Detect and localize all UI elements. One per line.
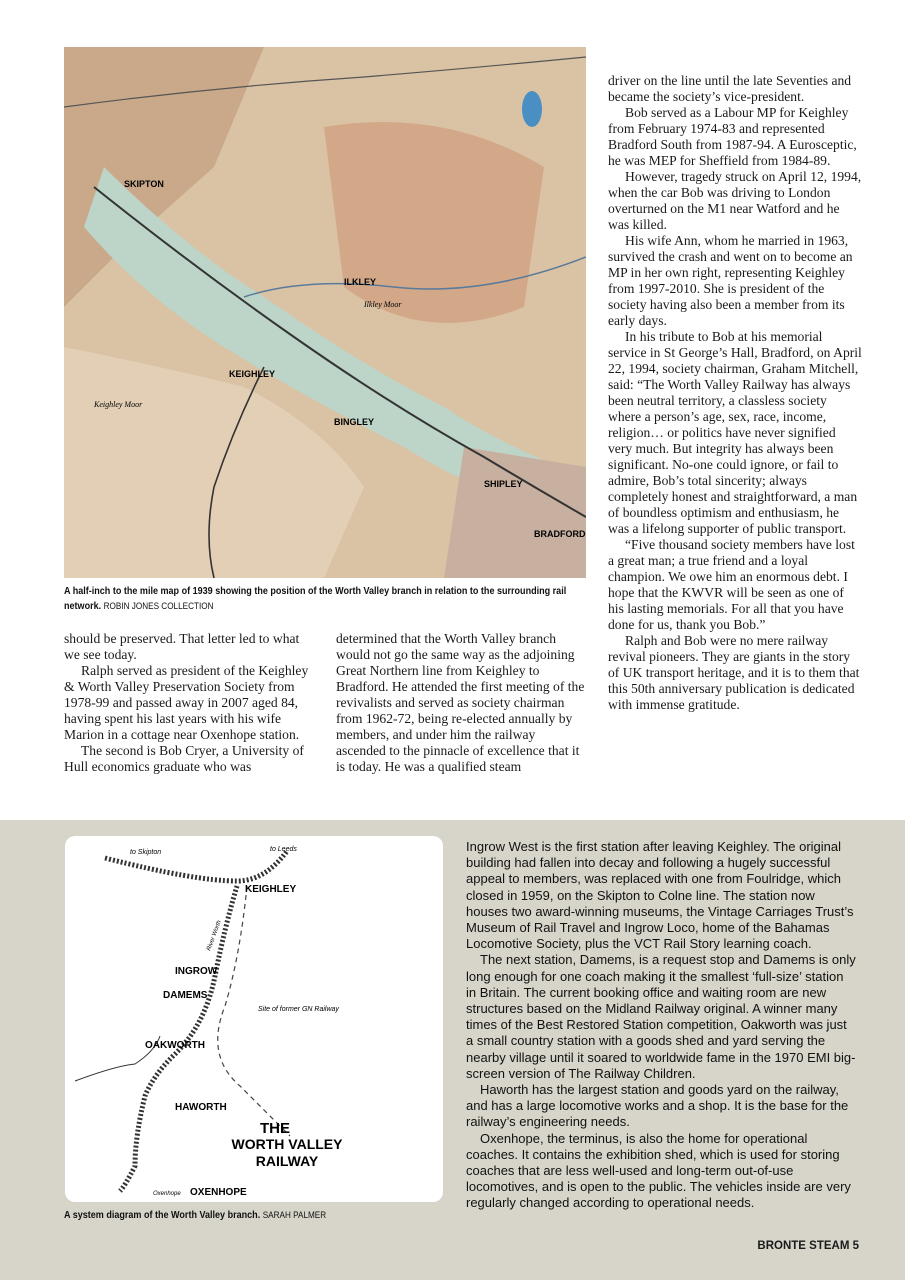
station-keighley: KEIGHLEY (245, 884, 297, 895)
historic-map-1939 (64, 47, 586, 578)
station-oakworth: OAKWORTH (145, 1040, 205, 1051)
paragraph: should be preserved. That letter led to what we see today. (64, 631, 300, 662)
paragraph: However, tragedy struck on April 12, 1994, when the car Bob was driving to London overturned on the M1 near Watford and he was killed. (608, 169, 862, 232)
station-oxenhope: OXENHOPE (190, 1187, 247, 1198)
paragraph: “Five thousand society members have lost a great man; a true friend and a loyal champion. We owe him an enormous debt. I hope that the KWVR will be seen as one of his lasting memorials. For all that you have done for us, thank you Bob.” (608, 537, 855, 632)
diagram-title: THE (260, 1120, 290, 1137)
map-caption-text: A half-inch to the mile map of 1939 showing the position of the Worth Valley branch in relation to the surrounding rail network. (64, 585, 567, 612)
diagram-illustration (65, 836, 443, 1202)
paragraph: determined that the Worth Valley branch would not go the same way as the adjoining Great Northern line from Keighley to Bradford. He attended the first meeting of the revivalists and served as society chairman from 1962-72, being re-elected annually by members, and under him the railway ascended to the pinnacle of excellence that it is today. He was a qualified steam (336, 631, 585, 774)
station-damems: DAMEMS (163, 990, 208, 1001)
map-label: KEIGHLEY (229, 369, 276, 379)
map-label: SKIPTON (124, 179, 164, 189)
paragraph: Haworth has the largest station and goods yard on the railway, and has a large locomotive works and a shop. It is the base for the railway’s engineering needs. (466, 1082, 849, 1130)
diagram-caption-text: A system diagram of the Worth Valley branch. (64, 1209, 261, 1221)
paragraph: driver on the line until the late Seventies and became the society’s vice-president. (608, 73, 852, 104)
station-ingrow: INGROW (175, 966, 218, 977)
oxenhope-small-label: Oxenhope (153, 1191, 181, 1197)
map-label: Keighley Moor (94, 400, 143, 409)
paragraph: Ralph served as president of the Keighley & Worth Valley Preservation Society from 1978-99 and passed away in 2007 aged 84, having spent his last years with his wife Marion in a cottage near Oxenhope station. (64, 663, 309, 742)
sidebar-text (466, 839, 856, 1212)
page-folio: BRONTE STEAM 5 (757, 1240, 859, 1252)
map-illustration (64, 47, 586, 578)
to-skipton-label: to Skipton (130, 849, 162, 856)
paragraph: The next station, Damems, is a request stop and Damems is only long enough for one coach making it the smallest ‘full-size’ station in Britain. The current booking office and waiting room are new structures based on the Midland Railway original. A winner many times of the Best Restored Station competition, Oakworth was just a small country station with a goods shed and yard serving the nearby village until it soared to worldwide fame in the 1970 EMI big-screen version of The Railway Children. (466, 952, 856, 1081)
paragraph: Bob served as a Labour MP for Keighley from February 1974-83 and represented Bradford South from 1987-94. A Eurosceptic, he was MEP for Sheffield from 1984-89. (608, 105, 857, 168)
article-column-2 (336, 631, 588, 775)
paragraph: His wife Ann, whom he married in 1963, survived the crash and went on to become an MP in her own right, representing Keighley from 1997-2010. She is president of the society having also been a member from its early days. (608, 233, 853, 328)
map-label: SHIPLEY (484, 479, 523, 489)
diagram-caption (64, 1208, 460, 1223)
map-credit: ROBIN JONES COLLECTION (103, 601, 214, 612)
paragraph: In his tribute to Bob at his memorial service in St George’s Hall, Bradford, on April 22, 1994, society chairman, Graham Mitchell, said: “The Worth Valley Railway has always been neutral territory, a classless society where a person’s age, sex, race, income, religion… or politics have never signified very much. But integrity has always been significant. No-one could ignore, or fail to admire, Bob’s total sincerity; always completely honest and straightforward, a man of boundless optimism and enthusiasm, he was a lifelong supporter of public transport. (608, 329, 862, 536)
map-label: Ilkley Moor (364, 300, 402, 309)
former-gn-label: Site of former GN Railway (258, 1006, 339, 1013)
map-caption (64, 584, 589, 614)
paragraph: Oxenhope, the terminus, is also the home for operational coaches. It contains the exhibition shed, which is used for storing coaches that are less well-used and long-term out-of-use locomotives, and is open to the public. The vehicles inside are very regularly changed according to operational needs. (466, 1130, 851, 1211)
to-leeds-label: to Leeds (270, 846, 297, 853)
map-label: BRADFORD (534, 529, 586, 539)
diagram-credit: SARAH PALMER (262, 1210, 327, 1221)
map-label: ILKLEY (344, 277, 377, 287)
diagram-title: RAILWAY (255, 1153, 319, 1169)
paragraph: Ingrow West is the first station after leaving Keighley. The original building had fallen into decay and following a hugely successful appeal to members, was replaced with one from Foulridge, which closed in 1959, on the Skipton to Colne line. The station now houses two award-winning museums, the Vintage Carriages Trust’s Museum of Rail Travel and Ingrow Loco, home of the Bahamas Locomotive Society, plus the VCT Rail Story learning coach. (466, 839, 854, 952)
river-label: River Worth (206, 919, 223, 952)
system-diagram (65, 836, 443, 1202)
map-label: BINGLEY (334, 417, 375, 427)
diagram-title: WORTH VALLEY (231, 1136, 343, 1152)
article-column-1 (64, 631, 314, 775)
station-haworth: HAWORTH (175, 1102, 227, 1113)
article-column-3 (608, 73, 862, 713)
paragraph: The second is Bob Cryer, a University of Hull economics graduate who was (64, 743, 304, 774)
paragraph: Ralph and Bob were no mere railway revival pioneers. They are giants in the story of UK transport heritage, and it is to them that this 50th anniversary publication is dedicated with immense gratitude. (608, 633, 860, 712)
